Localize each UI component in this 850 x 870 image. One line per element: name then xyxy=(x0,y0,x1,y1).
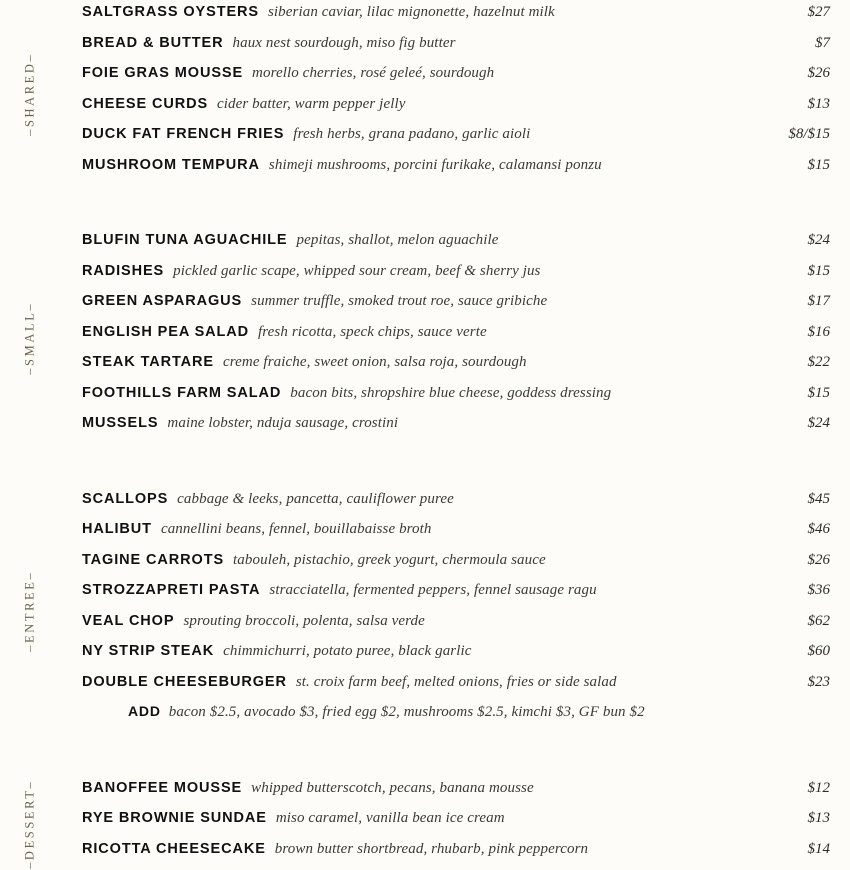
menu-item-price: $27 xyxy=(784,4,830,21)
menu-item-text xyxy=(82,323,784,341)
menu-item-price: $26 xyxy=(784,552,830,569)
menu-item-row xyxy=(82,323,830,354)
menu-item-text xyxy=(82,95,784,113)
menu-item-name: DUCK FAT FRENCH FRIES xyxy=(82,126,284,142)
menu-item-row xyxy=(82,95,830,126)
menu-item-description: morello cherries, rosé geleé, sourdough xyxy=(252,65,494,81)
menu-item-name: FOOTHILLS FARM SALAD xyxy=(82,385,281,401)
menu-item-name: CHEESE CURDS xyxy=(82,96,208,112)
menu-item-row xyxy=(82,262,830,293)
menu-item-name: BREAD & BUTTER xyxy=(82,35,224,51)
menu-item-text xyxy=(82,231,784,249)
menu-item-name: ENGLISH PEA SALAD xyxy=(82,324,249,340)
menu-item-text xyxy=(82,353,784,371)
menu-item-description: bacon bits, shropshire blue cheese, goddess dressing xyxy=(290,385,611,401)
menu-item-price: $45 xyxy=(784,491,830,508)
menu-item-list xyxy=(0,490,850,734)
menu-item-description: cider batter, warm pepper jelly xyxy=(217,96,405,112)
menu-item-row xyxy=(82,353,830,384)
menu-item-row xyxy=(82,34,830,65)
menu-item-description: st. croix farm beef, melted onions, fries or side salad xyxy=(296,674,617,690)
menu-item-price: $26 xyxy=(784,65,830,82)
menu-item-description: shimeji mushrooms, porcini furikake, calamansi ponzu xyxy=(269,157,602,173)
menu-item-description: tabouleh, pistachio, greek yogurt, chermoula sauce xyxy=(233,552,546,568)
menu-item-row xyxy=(82,384,830,415)
menu-item-description: sprouting broccoli, polenta, salsa verde xyxy=(183,613,424,629)
menu-item-name: NY STRIP STEAK xyxy=(82,643,214,659)
menu-item-price: $7 xyxy=(784,35,830,52)
menu-item-text xyxy=(82,642,784,660)
menu-item-description: siberian caviar, lilac mignonette, hazelnut milk xyxy=(268,4,555,20)
addon-description: bacon $2.5, avocado $3, fried egg $2, mushrooms $2.5, kimchi $3, GF bun $2 xyxy=(169,704,645,720)
menu-item-description: fresh herbs, grana padano, garlic aioli xyxy=(293,126,530,142)
menu-item-text xyxy=(82,551,784,569)
menu-item-text xyxy=(82,384,784,402)
menu-item-text xyxy=(82,779,784,797)
menu-item-row xyxy=(82,292,830,323)
menu-item-price: $17 xyxy=(784,293,830,310)
menu-item-text xyxy=(82,581,784,599)
menu-item-name: SALTGRASS OYSTERS xyxy=(82,4,259,20)
menu-item-name: TAGINE CARROTS xyxy=(82,552,224,568)
menu-item-text xyxy=(82,3,784,21)
menu-section xyxy=(0,779,850,870)
menu-item-row xyxy=(82,3,830,34)
section-label: –SMALL– xyxy=(24,301,37,374)
menu-item-row xyxy=(82,581,830,612)
menu-item-description: pepitas, shallot, melon aguachile xyxy=(297,232,499,248)
menu-item-price: $15 xyxy=(784,263,830,280)
menu-item-name: VEAL CHOP xyxy=(82,613,174,629)
menu-item-price: $23 xyxy=(784,674,830,691)
menu-item-row xyxy=(82,642,830,673)
menu-item-row xyxy=(82,840,830,870)
menu-item-name: DOUBLE CHEESEBURGER xyxy=(82,674,287,690)
menu-item-price: $60 xyxy=(784,643,830,660)
menu-item-price: $13 xyxy=(784,810,830,827)
menu-item-text xyxy=(82,34,784,52)
menu-item-text xyxy=(82,612,784,630)
menu-item-name: MUSSELS xyxy=(82,415,158,431)
menu-item-description: chimmichurri, potato puree, black garlic xyxy=(223,643,471,659)
menu-item-price: $8/$15 xyxy=(770,126,830,143)
menu-item-name: RYE BROWNIE SUNDAE xyxy=(82,810,267,826)
menu-item-price: $62 xyxy=(784,613,830,630)
menu-item-text xyxy=(82,156,784,174)
menu-item-description: creme fraiche, sweet onion, salsa roja, sourdough xyxy=(223,354,527,370)
menu-item-row xyxy=(82,64,830,95)
menu-item-text xyxy=(82,520,784,538)
menu-item-row xyxy=(82,520,830,551)
section-label: –DESSERT– xyxy=(24,780,37,869)
menu-item-price: $15 xyxy=(784,157,830,174)
menu-item-row xyxy=(82,231,830,262)
menu-item-text xyxy=(82,414,784,432)
menu-item-name: BLUFIN TUNA AGUACHILE xyxy=(82,232,288,248)
menu-item-name: SCALLOPS xyxy=(82,491,168,507)
menu-item-row xyxy=(82,673,830,704)
menu-item-row xyxy=(82,809,830,840)
menu-item-name: STEAK TARTARE xyxy=(82,354,214,370)
menu-item-text xyxy=(82,490,784,508)
menu-item-price: $36 xyxy=(784,582,830,599)
menu-item-text xyxy=(128,703,784,721)
menu-item-text xyxy=(82,262,784,280)
menu-item-description: cabbage & leeks, pancetta, cauliflower puree xyxy=(177,491,454,507)
menu-section xyxy=(0,3,850,186)
menu-item-name: MUSHROOM TEMPURA xyxy=(82,157,260,173)
menu-item-row xyxy=(82,125,830,156)
menu-item-row xyxy=(82,551,830,582)
menu-item-description: brown butter shortbread, rhubarb, pink peppercorn xyxy=(275,841,588,857)
addon-label: ADD xyxy=(128,703,161,719)
menu-item-price: $16 xyxy=(784,324,830,341)
menu-section xyxy=(0,231,850,445)
menu-section xyxy=(0,490,850,734)
menu-item-list xyxy=(0,779,850,870)
menu-item-name: RICOTTA CHEESECAKE xyxy=(82,841,266,857)
menu-item-row xyxy=(82,490,830,521)
menu-item-text xyxy=(82,64,784,82)
menu-item-row xyxy=(82,414,830,445)
menu-item-description: cannellini beans, fennel, bouillabaisse broth xyxy=(161,521,432,537)
menu-item-text xyxy=(82,292,784,310)
menu-item-price: $15 xyxy=(784,385,830,402)
menu-item-description: summer truffle, smoked trout roe, sauce gribiche xyxy=(251,293,547,309)
menu-item-price: $46 xyxy=(784,521,830,538)
menu-item-description: fresh ricotta, speck chips, sauce verte xyxy=(258,324,487,340)
menu-item-description: maine lobster, nduja sausage, crostini xyxy=(167,415,398,431)
menu-item-name: RADISHES xyxy=(82,263,164,279)
menu-item-price: $22 xyxy=(784,354,830,371)
menu-item-name: FOIE GRAS MOUSSE xyxy=(82,65,243,81)
menu-item-description: stracciatella, fermented peppers, fennel sausage ragu xyxy=(269,582,596,598)
menu-item-description: whipped butterscotch, pecans, banana mousse xyxy=(251,780,534,796)
menu-item-name: BANOFFEE MOUSSE xyxy=(82,780,242,796)
menu-item-text xyxy=(82,125,770,143)
menu-item-name: STROZZAPRETI PASTA xyxy=(82,582,260,598)
menu-item-price: $13 xyxy=(784,96,830,113)
menu-item-text xyxy=(82,673,784,691)
menu-item-list xyxy=(0,231,850,445)
menu-item-list xyxy=(0,3,850,186)
section-label: –SHARED– xyxy=(24,53,37,136)
menu-item-price: $24 xyxy=(784,232,830,249)
menu-item-row xyxy=(82,779,830,810)
menu-item-description: haux nest sourdough, miso fig butter xyxy=(233,35,456,51)
section-label: –ENTREE– xyxy=(24,571,37,652)
menu-item-price: $24 xyxy=(784,415,830,432)
menu-item-name: GREEN ASPARAGUS xyxy=(82,293,242,309)
menu-item-name: HALIBUT xyxy=(82,521,152,537)
menu-item-description: miso caramel, vanilla bean ice cream xyxy=(276,810,505,826)
menu-item-row xyxy=(82,156,830,187)
menu-addon-row xyxy=(82,703,830,734)
menu-item-price: $14 xyxy=(784,841,830,858)
menu-item-row xyxy=(82,612,830,643)
menu-item-description: pickled garlic scape, whipped sour cream, beef & sherry jus xyxy=(173,263,540,279)
menu-item-text xyxy=(82,809,784,827)
menu-item-price: $12 xyxy=(784,780,830,797)
menu-item-text xyxy=(82,840,784,858)
